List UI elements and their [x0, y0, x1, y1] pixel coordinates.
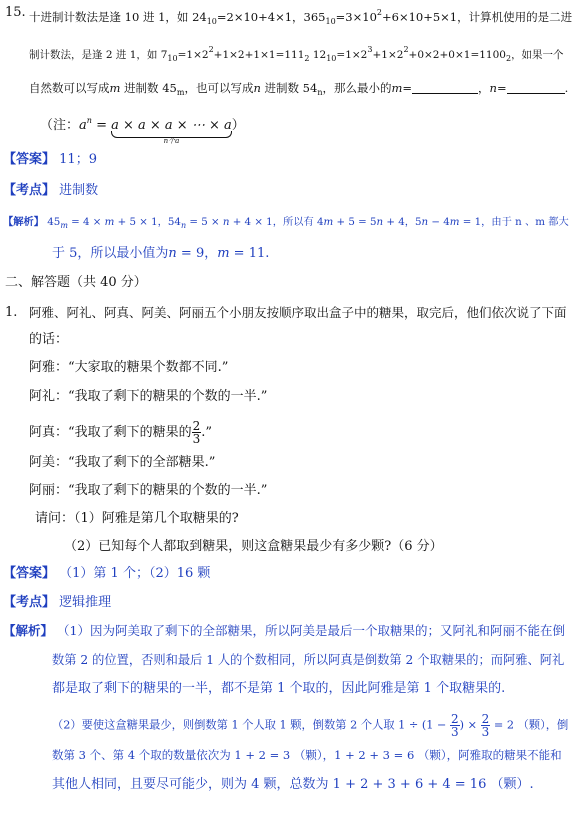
knowledge-point-line: 【考点】 逻辑推理 — [3, 595, 112, 610]
statement-azhen: 阿真：“我取了剩下的糖果的 $\frac{2}{3}$ .” — [29, 419, 213, 446]
fraction-a: $\frac{2}{3}$ — [451, 712, 459, 739]
analysis-line-6: 其他人相同，且要尽可能少，则为 4 颗，总数为 1 + 2 + 3 + 6 + 4 = 16 （颗）. — [52, 777, 534, 792]
answer-line: 【答案】 （1）第 1 个；（2）16 颗 — [3, 566, 211, 581]
answer-blank-n — [507, 81, 565, 94]
question-number: 15. — [5, 5, 26, 20]
fraction-two-thirds: $\frac{2}{3}$ — [192, 419, 201, 446]
question-15-line-1: 十进制计数法是逢 10 进 1，如 $24_{10}=2\times 10+4\times 1$，$365_{10}=3\times 10^2+6\times 10+5\times 1$，计算机使用的是二进 — [29, 8, 573, 26]
analysis-line-1: 【解析】 $45_m = 4 \times m + 5 \times 1$，$54_n = 5 \times n + 4 \times 1$，所以有 4m + 5 = 5n + 4，5n − 4m = 1，由于 n 、m 都大 — [3, 216, 569, 230]
statement-aya: 阿雅：“大家取的糖果个数都不同.” — [29, 360, 229, 375]
question-1-line-2: 的话： — [29, 332, 69, 347]
question-1-line-1: 阿雅、阿礼、阿真、阿美、阿丽五个小朋友按顺序取出盒子中的糖果，取完后，他们依次说了下面 — [29, 305, 567, 320]
question-ask-2: （2）已知每个人都取到糖果，则这盒糖果最少有多少颗?（6 分） — [64, 539, 443, 554]
question-15-note: （注：$a^n = a \times a \times a$ × ⋯ × a n个a ） — [40, 116, 245, 145]
analysis-line-4: （2）要使这盒糖果最少，则倒数第 1 个人取 1 颗，倒数第 2 个人取 1 ÷ (1 − $\frac{2}{3}$ ) × $\frac{2}{3}$ = 2 （颗），倒 — [52, 712, 569, 739]
product-brace: a × a × a × ⋯ × a n个a — [111, 118, 232, 145]
question-number: 1. — [5, 305, 18, 320]
answer-line: 【答案】 11；9 — [3, 152, 97, 167]
question-15-line-2: 制计数法，是逢 2 进 1，如 $7_{10}=1\times 2^2+1\times 2+1\times 1=111_2$ $12_{10}=1\times 2^3+1\times 2^2+0\times 2+0\times 1=1100_2$，如果一个 — [29, 45, 564, 63]
fraction-b: $\frac{2}{3}$ — [481, 712, 490, 739]
question-15-line-3: 自然数可以写成m 进制数 $45_m$，也可以写成n 进制数 $54_n$，那么最小的m= ，n= . — [29, 81, 569, 97]
analysis-line-3: 都是取了剩下的糖果的一半，都不是第 1 个取的，因此阿雅是第 1 个取糖果的. — [52, 681, 506, 696]
answer-blank-m — [412, 81, 478, 94]
statement-ali: 阿礼：“我取了剩下的糖果的个数的一半.” — [29, 389, 268, 404]
analysis-line-2: 于 5，所以最小值为n = 9，m = 11. — [52, 246, 270, 261]
question-ask-1: 请问：（1）阿雅是第几个取糖果的? — [35, 511, 239, 526]
statement-amei: 阿美：“我取了剩下的全部糖果.” — [29, 455, 216, 470]
section-title: 二、解答题（共 40 分） — [5, 275, 147, 290]
analysis-line-1: 【解析】 （1）因为阿美取了剩下的全部糖果，所以阿美是最后一个取糖果的；又阿礼和阿丽不能在倒 — [3, 623, 565, 638]
knowledge-point-line: 【考点】 进制数 — [3, 183, 99, 198]
statement-ali2: 阿丽：“我取了剩下的糖果的个数的一半.” — [29, 483, 268, 498]
analysis-line-5: 数第 3 个、第 4 个取的数量依次为 1 + 2 = 3 （颗），1 + 2 + 3 = 6 （颗），阿雅取的糖果不能和 — [52, 748, 562, 762]
analysis-line-2: 数第 2 的位置，否则和最后 1 人的个数相同，所以阿真是倒数第 2 个取糖果的；而阿雅、阿礼 — [52, 653, 565, 667]
